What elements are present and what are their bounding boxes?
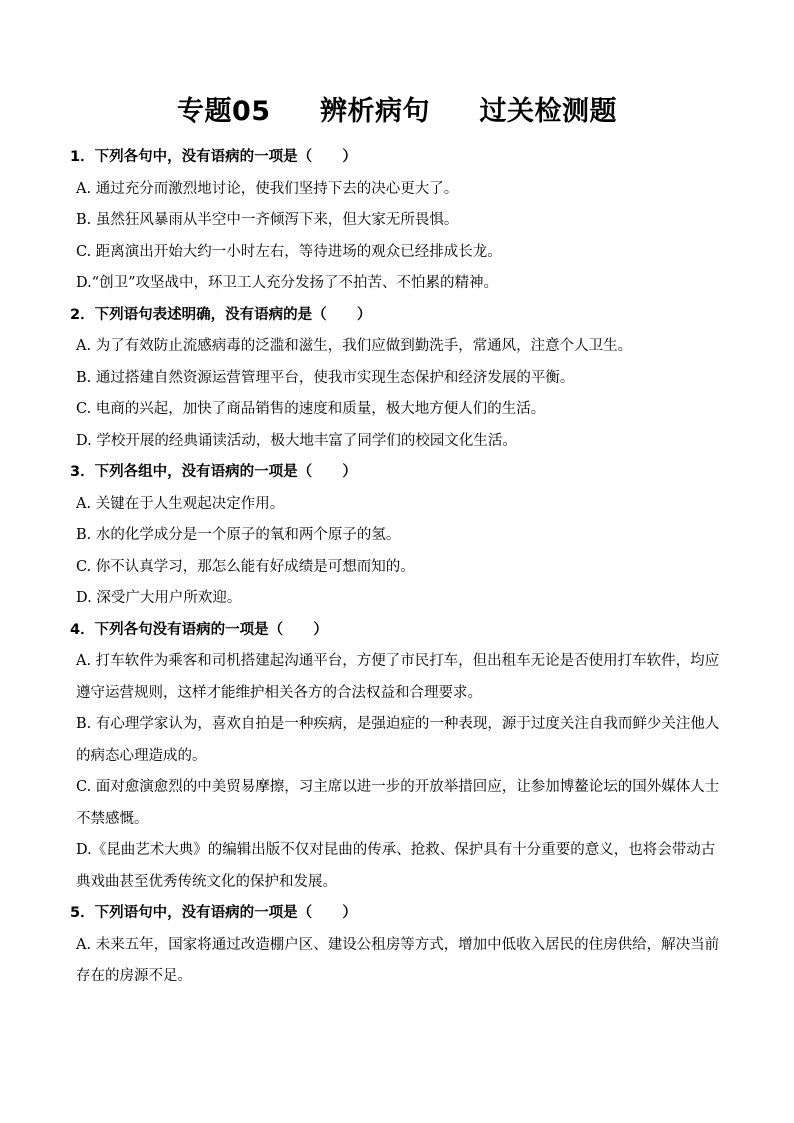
question-stem: 5．下列语句中，没有语病的一项是（ ） [70, 905, 357, 921]
question-stem: 4．下列各句没有语病的一项是（ ） [70, 621, 328, 638]
option-d: D.“创卫”攻坚战中，环卫工人充分发扬了不拍苦、不怕累的精神。 [76, 275, 499, 291]
question-4 [70, 615, 724, 899]
question-3 [70, 457, 724, 615]
option-a: A. 打车软件为乘客和司机搭建起沟通平台，方便了市民打车，但出租车无论是否使用打车软件，均应遵守运营规则，这样才能维护相关各方的合法权益和合理要求。 [76, 653, 720, 701]
document-title: 专题05 辨析病句 过关检测题 [176, 96, 618, 127]
question-5 [70, 898, 724, 993]
question-stem: 1．下列各句中，没有语病的一项是（ ） [70, 149, 357, 165]
option-b: B. 通过搭建自然资源运营管理平台，使我市实现生态保护和经济发展的平衡。 [76, 369, 575, 386]
question-2 [70, 300, 724, 458]
option-c: C. 你不认真学习，那怎么能有好成绩是可想而知的。 [76, 558, 415, 575]
option-d: D. 学校开展的经典诵读活动，极大地丰富了同学们的校园文化生活。 [76, 432, 517, 449]
option-c: C. 距离演出开始大约一小时左右，等待进场的观众已经排成长龙。 [76, 243, 502, 260]
option-a: A. 通过充分而激烈地讨论，使我们坚持下去的决心更大了。 [76, 180, 459, 197]
option-a: A. 为了有效防止流感病毒的泛滥和滋生，我们应做到勤洗手，常通风，注意个人卫生。 [76, 338, 633, 354]
option-a: A. 关键在于人生观起决定作用。 [76, 495, 285, 512]
option-b: B. 水的化学成分是一个原子的氧和两个原子的氢。 [76, 527, 401, 543]
option-d: D. 深受广大用户所欢迎。 [76, 590, 242, 606]
option-c: C. 电商的兴起，加快了商品销售的速度和质量，极大地方便人们的生活。 [76, 401, 546, 417]
question-1 [70, 142, 724, 300]
option-a: A. 未来五年，国家将通过改造棚户区、建设公租房等方式，增加中低收入居民的住房供给，解决当前存在的房源不足。 [76, 936, 720, 984]
option-c: C. 面对愈演愈烈的中美贸易摩擦，习主席以进一步的开放举措回应，让参加博鳌论坛的国外媒体人士不禁感慨。 [76, 779, 720, 827]
option-d: D.《昆曲艺术大典》的编辑出版不仅对昆曲的传承、抢救、保护具有十分重要的意义，也将会带动古典戏曲甚至优秀传统文化的保护和发展。 [76, 842, 716, 890]
option-b: B. 有心理学家认为，喜欢自拍是一种疾病，是强迫症的一种表现，源于过度关注自我而鲜少关注他人的病态心理造成的。 [76, 716, 720, 764]
option-b: B. 虽然狂风暴雨从半空中一齐倾泻下来，但大家无所畏惧。 [76, 212, 459, 228]
question-stem: 3．下列各组中，没有语病的一项是（ ） [70, 464, 357, 480]
question-stem: 2．下列语句表述明确，没有语病的是（ ） [70, 306, 372, 323]
